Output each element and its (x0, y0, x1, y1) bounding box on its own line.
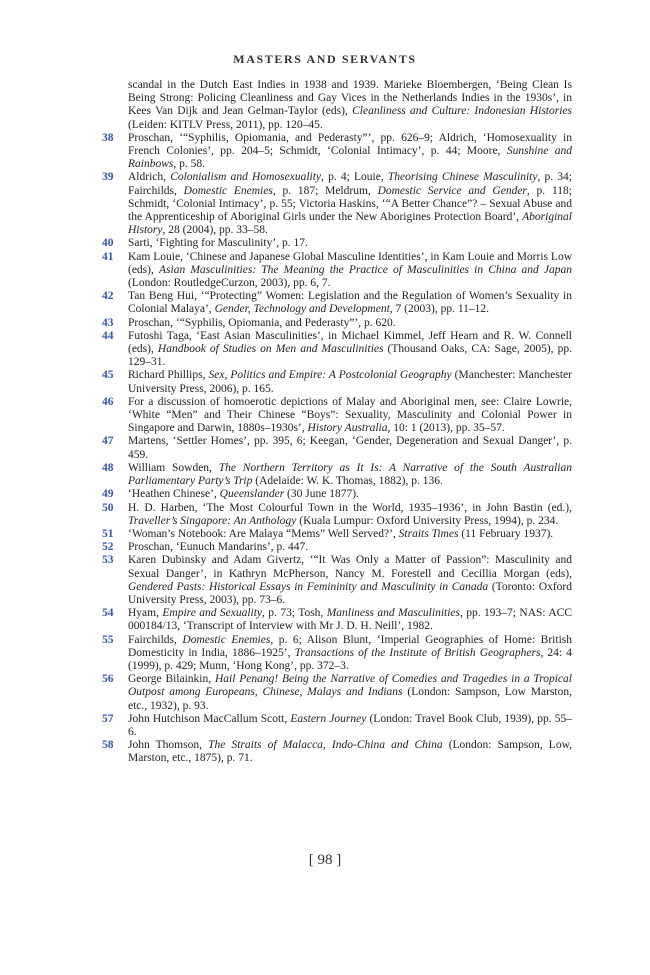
endnote-item (102, 488, 572, 501)
endnote-title-italic: Empire and Sexuality (162, 607, 263, 620)
endnote-item (102, 79, 572, 132)
endnote-number: 56 (102, 673, 114, 686)
endnote-text-segment: (Thousand Oaks, CA: Sage, 2005), pp. 129–31. (128, 343, 572, 369)
endnote-text-segment: John Hutchison MacCallum Scott, (128, 712, 291, 725)
endnote-text-segment: (London: RoutledgeCurzon, 2003), pp. 6, 7. (128, 277, 331, 290)
endnote-text (128, 396, 572, 436)
endnote-number: 53 (102, 554, 114, 567)
page-number: [ 98 ] (308, 852, 342, 868)
endnote-number: 38 (102, 131, 114, 144)
endnote-number: 46 (102, 395, 114, 408)
endnote-text-segment: (30 June 1877). (284, 488, 359, 501)
endnote-text-segment: , p. 187; Meldrum, (272, 184, 378, 197)
endnote-item (102, 369, 572, 395)
endnote-number: 58 (102, 739, 114, 752)
endnote-text-segment: Karen Dubinsky and Adam Givertz, ‘“It Was Only a Matter of Passion”: Masculinity and Sexual Danger’, in Kathryn McPherson, Nancy M. Forestell and Cecillia Morgan (eds), (128, 554, 572, 580)
endnote-title-italic: History Australia (307, 422, 388, 435)
endnote-text (128, 502, 572, 528)
endnote-text (128, 554, 572, 607)
endnote-item (102, 607, 572, 633)
endnote-number: 52 (102, 541, 114, 554)
endnote-text (128, 739, 572, 765)
endnote-text (128, 673, 572, 713)
endnote-title-italic: Asian Masculinities: The Meaning the Practice of Masculinities in China and Japan (159, 263, 572, 276)
endnote-title-italic: Sex, Politics and Empire: A Postcolonial Geography (208, 369, 452, 382)
endnote-text (128, 237, 572, 250)
endnote-item (102, 237, 572, 250)
endnote-text-segment: William Sowden, (128, 461, 219, 474)
endnote-item (102, 528, 572, 541)
endnote-title-italic: Gendered Pasts: Historical Essays in Femininity and Masculinity in Canada (128, 580, 489, 593)
endnote-title-italic: Manliness and Masculinities (326, 607, 460, 620)
endnote-text-segment: (London: Sampson, Low Marston, etc., 1932), p. 93. (128, 686, 572, 712)
endnote-text (128, 435, 572, 461)
endnote-item (102, 634, 572, 674)
endnote-text-segment: (Kuala Lumpur: Oxford University Press, 1994), p. 234. (296, 514, 559, 527)
endnote-text-segment: (Manchester: Manchester University Press, 2006), p. 165. (128, 369, 573, 395)
endnote-text-segment: Fairchilds, (128, 633, 183, 646)
endnote-number: 41 (102, 250, 114, 263)
endnote-item (102, 502, 572, 528)
endnote-item (102, 251, 572, 291)
endnote-number: 39 (102, 171, 114, 184)
endnote-item (102, 713, 572, 739)
endnote-title-italic: Domestic Enemies (183, 184, 273, 197)
endnote-text-segment: (Adelaide: W. K. Thomas, 1882), p. 136. (252, 475, 443, 488)
endnote-text-segment: , p. 118; Schmidt, ‘Colonial Intimacy’, p. 55; Victoria Haskins, ‘“A Better Chance”? – Sexual Abuse and the Apprenticeship of Aboriginal Girls under the New Aborigines Protection Board’, (128, 184, 572, 224)
running-head: MASTERS AND SERVANTS (233, 52, 417, 66)
endnote-text-segment: Kam Louie, ‘Chinese and Japanese Global Masculine Identities’, in Kam Louie and Morris Low (eds), (128, 250, 572, 276)
endnote-text-segment: Sarti, ‘Fighting for Masculinity’, p. 17. (128, 237, 308, 250)
endnote-number: 50 (102, 501, 114, 514)
endnote-title-italic: The Northern Territory as It Is: A Narrative of the South Australian Parliamentary Party’s Trip (128, 461, 572, 488)
endnote-item (102, 462, 572, 488)
endnote-title-italic: Hail Penang! Being the Narrative of Comedies and Tragedies in a Tropical Outpost among Europeans, Chinese, Malays and Indians (128, 673, 572, 699)
endnote-title-italic: Colonialism and Homosexuality (170, 171, 322, 184)
endnote-text (128, 79, 572, 132)
endnote-text-segment: George Bilainkin, (128, 673, 215, 686)
endnote-number: 45 (102, 369, 114, 382)
endnote-text-segment: , 10: 1 (2013), pp. 35–57. (387, 422, 505, 435)
endnote-item (102, 435, 572, 461)
endnote-title-italic: Transactions of the Institute of British Geographers (294, 646, 541, 659)
endnote-text (128, 607, 572, 633)
endnote-text-segment: John Thomson, (128, 739, 209, 752)
endnote-text (128, 171, 572, 237)
endnote-number: 42 (102, 290, 114, 303)
endnote-item (102, 396, 572, 436)
endnote-text (128, 713, 572, 739)
endnote-number: 43 (102, 316, 114, 329)
endnote-text (128, 634, 572, 674)
endnote-text-segment: , p. 58. (173, 158, 205, 171)
endnote-item (102, 290, 572, 316)
endnote-item (102, 171, 572, 237)
endnote-title-italic: Eastern Journey (290, 712, 367, 725)
endnote-text-segment: , p. 73; Tosh, (262, 607, 327, 620)
endnote-text-segment: (11 February 1937). (458, 527, 554, 540)
endnote-item (102, 739, 572, 765)
endnote-text-segment: Tan Beng Hui, ‘“Protecting” Women: Legislation and the Regulation of Women’s Sexuality in Colonial Malaya’, (128, 290, 572, 316)
endnote-item (102, 317, 572, 330)
endnote-title-italic: Aboriginal History (128, 211, 572, 237)
endnote-text-segment: , 28 (2004), pp. 33–58. (162, 224, 268, 237)
endnote-number: 57 (102, 712, 114, 725)
endnote-text-segment: , 24: 4 (1999), p. 429; Munn, ‘Hong Kong’, pp. 372–3. (128, 646, 573, 672)
endnote-title-italic: Theorising Chinese Masculinity (387, 171, 538, 184)
endnote-text (128, 369, 572, 395)
endnote-text-segment: scandal in the Dutch East Indies in 1938 and 1939. Marieke Bloembergen, ‘Being Clean Is Being Strong: Policing Cleanliness and Gay Vices in the Netherlands Indies in the 1930s’, in Kees Van Dijk and Jean Gelman-Taylor (eds), (128, 79, 572, 118)
endnote-text-segment: Martens, ‘Settler Homes’, pp. 395, 6; Keegan, ‘Gender, Degeneration and Sexual Danger’, p. 459. (128, 435, 572, 461)
endnote-text-segment: , 7 (2003), pp. 11–12. (389, 303, 490, 316)
endnote-number: 55 (102, 633, 114, 646)
endnote-item (102, 673, 572, 713)
endnote-number: 40 (102, 237, 114, 250)
endnote-number: 44 (102, 329, 114, 342)
endnote-title-italic: Domestic Enemies (182, 633, 271, 646)
endnote-number: 54 (102, 607, 114, 620)
endnote-text-segment: Richard Phillips, (128, 369, 209, 382)
endnote-text-segment: ‘Heathen Chinese’, (128, 488, 220, 501)
endnote-text-segment: , p. 6; Alison Blunt, ‘Imperial Geographies of Home: British Domesticity in India, 1886–1925’, (128, 633, 572, 659)
endnote-text (128, 528, 572, 541)
endnote-text-segment: Aldrich, (128, 171, 171, 184)
endnote-text-segment: Proschan, ‘“Syphilis, Opiomania, and Pederasty”’, pp. 626–9; Aldrich, ‘Homosexuality in French Colonies’, pp. 204–5; Schmidt, ‘Colonial Intimacy’, p. 44; Moore, (128, 131, 572, 158)
endnote-text-segment: , p. 34; Fairchilds, (128, 171, 572, 197)
endnote-text-segment: (London: Travel Book Club, 1939), pp. 55–6. (128, 712, 572, 738)
endnote-text-segment: For a discussion of homoerotic depictions of Malay and Aboriginal men, see: Claire Lowrie, ‘White “Men” and Their Chinese “Boys”: Sexuality, Masculinity and Colonial Power in Singapore and Darwin, 1880s–1930s’, (128, 395, 572, 435)
endnote-number: 49 (102, 488, 114, 501)
endnote-item (102, 132, 572, 172)
endnote-title-italic: Gender, Technology and Development (214, 303, 390, 316)
endnote-text-segment: , pp. 193–7; NAS: ACC 000184/13, ‘Transcript of Interview with Mr J. D. H. Neill’, 1982. (128, 607, 573, 633)
endnote-text-segment: Futoshi Taga, ‘East Asian Masculinities’, in Michael Kimmel, Jeff Hearn and R. W. Connell (eds), (128, 329, 572, 356)
endnote-text-segment: (Leiden: KITLV Press, 2011), pp. 120–45. (128, 118, 323, 131)
endnote-text (128, 330, 572, 370)
endnote-text-segment: H. D. Harben, ‘The Most Colourful Town in the World, 1935–1936’, in John Bastin (ed.), (128, 501, 572, 514)
endnote-text (128, 290, 572, 316)
endnote-text (128, 488, 572, 501)
endnote-number (102, 79, 128, 132)
endnote-text (128, 462, 572, 488)
endnote-text-segment: (Toronto: Oxford University Press, 2003), pp. 73–6. (128, 580, 572, 606)
endnote-text-segment: , p. 4; Louie, (321, 171, 388, 184)
endnote-text-segment: ‘Woman’s Notebook: Are Malaya “Mems” Well Served?’, (128, 527, 399, 540)
endnote-item (102, 554, 572, 607)
endnote-number: 47 (102, 435, 114, 448)
endnote-title-italic: Queenslander (219, 488, 285, 501)
endnotes-list (102, 79, 572, 766)
endnote-item (102, 541, 572, 554)
endnote-title-italic: Straits Times (398, 527, 459, 540)
endnote-title-italic: Domestic Service and Gender (377, 184, 527, 197)
endnote-title-italic: The Straits of Malacca, Indo-China and China (208, 739, 443, 752)
endnote-text (128, 251, 572, 291)
endnote-text-segment: Hyam, (128, 607, 163, 620)
endnote-text (128, 541, 572, 554)
endnote-text (128, 132, 572, 172)
endnote-text-segment: Proschan, ‘“Syphilis, Opiomania, and Pederasty”’, p. 620. (128, 316, 396, 329)
endnote-number: 51 (102, 527, 114, 540)
endnote-text-segment: Proschan, ‘Eunuch Mandarins’, p. 447. (128, 541, 309, 554)
endnote-text (128, 317, 572, 330)
endnote-title-italic: Cleanliness and Culture: Indonesian Histories (352, 105, 572, 118)
endnote-title-italic: Sunshine and Rainbows (128, 145, 572, 171)
endnote-title-italic: Traveller’s Singapore: An Anthology (128, 514, 297, 527)
endnote-text-segment: (London: Sampson, Low, Marston, etc., 1875), p. 71. (128, 739, 573, 765)
endnote-title-italic: Handbook of Studies on Men and Masculinities (157, 343, 384, 356)
endnote-item (102, 330, 572, 370)
endnote-number: 48 (102, 461, 114, 474)
